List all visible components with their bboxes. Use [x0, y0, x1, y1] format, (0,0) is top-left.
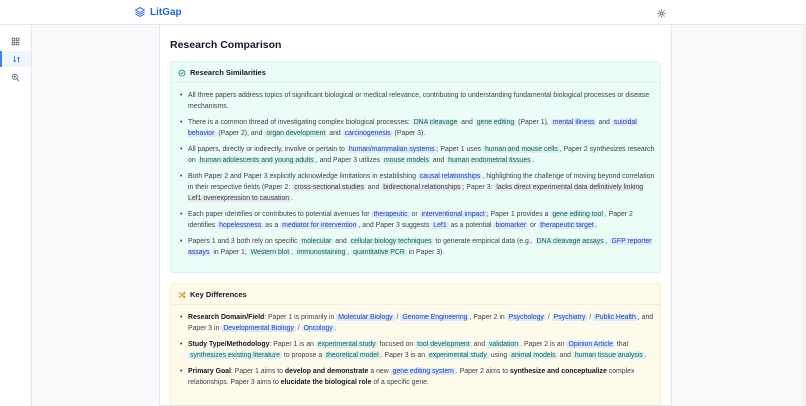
text-span: /: [587, 314, 594, 321]
comparison-panel: [159, 25, 672, 406]
text-span: that: [614, 341, 629, 348]
highlight-term: mediator for intervention: [282, 222, 357, 229]
text-span: ,: [291, 249, 296, 256]
highlight-term: validation: [488, 341, 519, 348]
highlight-term: GFP reporter assays: [188, 238, 652, 256]
highlight-term: mental illness: [552, 119, 595, 126]
highlight-term: experimental study: [317, 341, 376, 348]
text-span: and: [459, 119, 475, 126]
list-item: [179, 171, 657, 204]
text-span: /: [545, 314, 552, 321]
highlight-term: immunostaining: [297, 249, 346, 256]
similarities-header: [178, 68, 266, 77]
list-item: [179, 339, 657, 361]
text-span: and: [365, 184, 382, 191]
highlight-term: Psychiatry: [553, 314, 586, 321]
text-span: using: [488, 352, 510, 359]
text-span: and: [327, 130, 343, 137]
text-span: and: [430, 157, 447, 164]
list-item: [179, 144, 657, 166]
highlight-term: Oncology: [303, 325, 333, 332]
text-span: as a potential: [448, 222, 494, 229]
highlight-term: cross-sectional studies: [294, 184, 364, 191]
highlight-term: animal models: [511, 352, 556, 359]
highlight-term: human tissue analysis: [574, 352, 643, 359]
sidebar-item-compare[interactable]: [0, 51, 31, 67]
highlight-term: Public Health: [595, 314, 636, 321]
highlight-term: experimental study: [429, 352, 487, 359]
bold-term: develop and demonstrate: [284, 368, 369, 375]
text-span: to generate empirical data (e.g.,: [433, 238, 535, 245]
highlight-term: Genome Engineering: [402, 314, 468, 321]
page-title: Research Comparison: [170, 39, 282, 51]
text-span: .: [595, 222, 598, 229]
highlight-term: molecular: [301, 238, 332, 245]
text-span: . Paper 2 is an: [520, 341, 567, 348]
text-span: , Paper 2 in: [469, 314, 507, 321]
text-span: /: [394, 314, 401, 321]
highlight-term: interventional impact: [421, 211, 485, 218]
text-span: ; Paper 1 provides a: [486, 211, 551, 218]
text-span: ; Paper 1 uses: [436, 146, 483, 153]
text-span: a new: [368, 368, 391, 375]
text-span: focused on: [377, 341, 416, 348]
text-span: /: [295, 325, 302, 332]
app-header: [0, 0, 806, 25]
highlight-term: causal relationships: [419, 173, 481, 180]
highlight-term: organ development: [266, 130, 326, 137]
text-span: : Paper 1 is an: [269, 341, 316, 348]
highlight-term: quantitative PCR: [353, 249, 405, 256]
text-span: . Paper 3 is an: [380, 352, 427, 359]
highlight-term: gene editing: [476, 119, 515, 126]
text-span: , highlighting the challenge of moving beyond correlation in their respective fields (Paper 2:: [188, 173, 655, 191]
text-span: .: [532, 157, 535, 164]
text-span: All papers, directly or indirectly, involve or pertain to: [188, 146, 347, 153]
text-span: : Paper 1 aims to: [230, 368, 285, 375]
item-label: Research Domain/Field: [188, 314, 265, 321]
text-span: to propose a: [282, 352, 325, 359]
highlight-term: mouse models: [384, 157, 429, 164]
text-span: (Paper 2), and: [216, 130, 265, 137]
text-span: complex relationships. Paper 3 aims to: [188, 368, 635, 386]
text-span: Each paper identifies or contributes to potential avenues for: [188, 211, 372, 218]
differences-heading: Key Differences: [190, 290, 247, 299]
list-item: [179, 90, 657, 112]
text-span: .: [291, 195, 294, 202]
bold-term: synthesize and conceptualize: [509, 368, 607, 375]
text-span: (Paper 3).: [392, 130, 426, 137]
text-span: as a: [263, 222, 281, 229]
highlight-term: therapeutic target: [540, 222, 594, 229]
highlight-term: suicidal behavior: [188, 119, 637, 137]
text-span: ; Paper 3:: [462, 184, 495, 191]
item-label: Primary Goal: [188, 368, 231, 375]
highlight-term: lacks direct experimental data definitively linking Lef1 overexpression to causation: [188, 184, 644, 202]
section-divider: [171, 304, 660, 305]
similarities-list: [179, 90, 657, 263]
layers-icon: [134, 6, 146, 18]
theme-toggle-button[interactable]: [655, 7, 667, 19]
highlight-term: tool development: [417, 341, 470, 348]
list-item: [179, 209, 657, 231]
highlight-term: DNA cleavage: [413, 119, 458, 126]
highlight-term: gene editing system: [392, 368, 454, 375]
highlight-term: human/mammalian systems: [348, 146, 435, 153]
text-span: ,: [347, 249, 352, 256]
differences-section: [170, 283, 661, 406]
highlight-term: Western blot: [250, 249, 290, 256]
text-span: in Paper 3).: [406, 249, 445, 256]
text-span: ,: [605, 238, 610, 245]
highlight-term: DNA cleavage assays: [536, 238, 604, 245]
app-logo[interactable]: [134, 6, 182, 18]
highlight-term: bidirectional relationships: [383, 184, 461, 191]
text-span: (Paper 1),: [516, 119, 551, 126]
text-span: . Paper 2 aims to: [455, 368, 510, 375]
text-span: .: [334, 325, 337, 332]
app-name: LitGap: [150, 6, 182, 18]
list-item: [179, 236, 657, 258]
text-span: Papers 1 and 3 both rely on specific: [188, 238, 300, 245]
text-span: , and Paper 3 in: [188, 314, 654, 332]
highlight-term: Psychology: [508, 314, 544, 321]
text-span: in Paper 1;: [211, 249, 249, 256]
text-span: of a specific gene.: [371, 379, 429, 386]
compare-arrows-icon: [12, 55, 21, 64]
highlight-term: Developmental Biology: [223, 325, 294, 332]
highlight-term: human and mouse cells: [484, 146, 558, 153]
highlight-term: Opinion Article: [568, 341, 613, 348]
sun-icon: [657, 9, 666, 18]
shuffle-icon: [178, 291, 186, 299]
text-span: and: [333, 238, 349, 245]
grid-icon: [11, 37, 20, 46]
text-span: All three papers address topics of significant biological or medical relevance, contributing to understanding fundamental biological processes or disease mechanisms.: [188, 92, 650, 110]
text-span: or: [409, 211, 420, 218]
highlight-term: human endometrial tissues: [448, 157, 531, 164]
text-span: and: [471, 341, 487, 348]
text-span: and: [596, 119, 612, 126]
text-span: , Paper 2 identifies: [188, 211, 633, 229]
text-span: Both Paper 2 and Paper 3 explicitly acknowledge limitations in establishing: [188, 173, 418, 180]
check-circle-icon: [178, 69, 186, 77]
highlight-term: therapeutic: [373, 211, 408, 218]
differences-header: [178, 290, 247, 299]
highlight-term: carcinogenesis: [344, 130, 391, 137]
text-span: or: [528, 222, 539, 229]
text-span: : Paper 1 is primarily in: [264, 314, 337, 321]
text-span: .: [644, 352, 647, 359]
highlight-term: Molecular Biology: [338, 314, 393, 321]
similarities-section: [170, 61, 661, 273]
item-label: Study Type/Methodology: [188, 341, 270, 348]
list-item: [179, 117, 657, 139]
highlight-term: cellular biology techniques: [350, 238, 432, 245]
highlight-term: hopelessness: [219, 222, 262, 229]
main-area: [32, 25, 806, 406]
section-divider: [171, 82, 660, 83]
highlight-term: synthesizes existing literature: [190, 352, 281, 359]
sidebar-item-dashboard[interactable]: [0, 33, 31, 49]
text-span: , Paper 2 synthesizes research on: [188, 146, 655, 164]
sidebar: [0, 25, 32, 406]
page-scrollbar[interactable]: [801, 25, 806, 406]
text-span: and: [557, 352, 573, 359]
highlight-term: theoretical model: [326, 352, 379, 359]
text-span: There is a common thread of investigating complex biological processes:: [188, 119, 412, 126]
bold-term: elucidate the biological role: [280, 379, 372, 386]
zoom-search-icon: [11, 73, 20, 82]
highlight-term: gene editing tool: [552, 211, 603, 218]
highlight-term: human adolescents and young adults: [199, 157, 314, 164]
similarities-heading: Research Similarities: [190, 68, 266, 77]
list-item: [179, 366, 657, 388]
highlight-term: Lef1: [433, 222, 447, 229]
text-span: , and Paper 3 utilizes: [315, 157, 383, 164]
text-span: , and Paper 3 suggests: [358, 222, 432, 229]
highlight-term: biomarker: [495, 222, 527, 229]
list-item: [179, 312, 657, 334]
differences-list: [179, 312, 657, 393]
sidebar-item-explore[interactable]: [0, 69, 31, 85]
